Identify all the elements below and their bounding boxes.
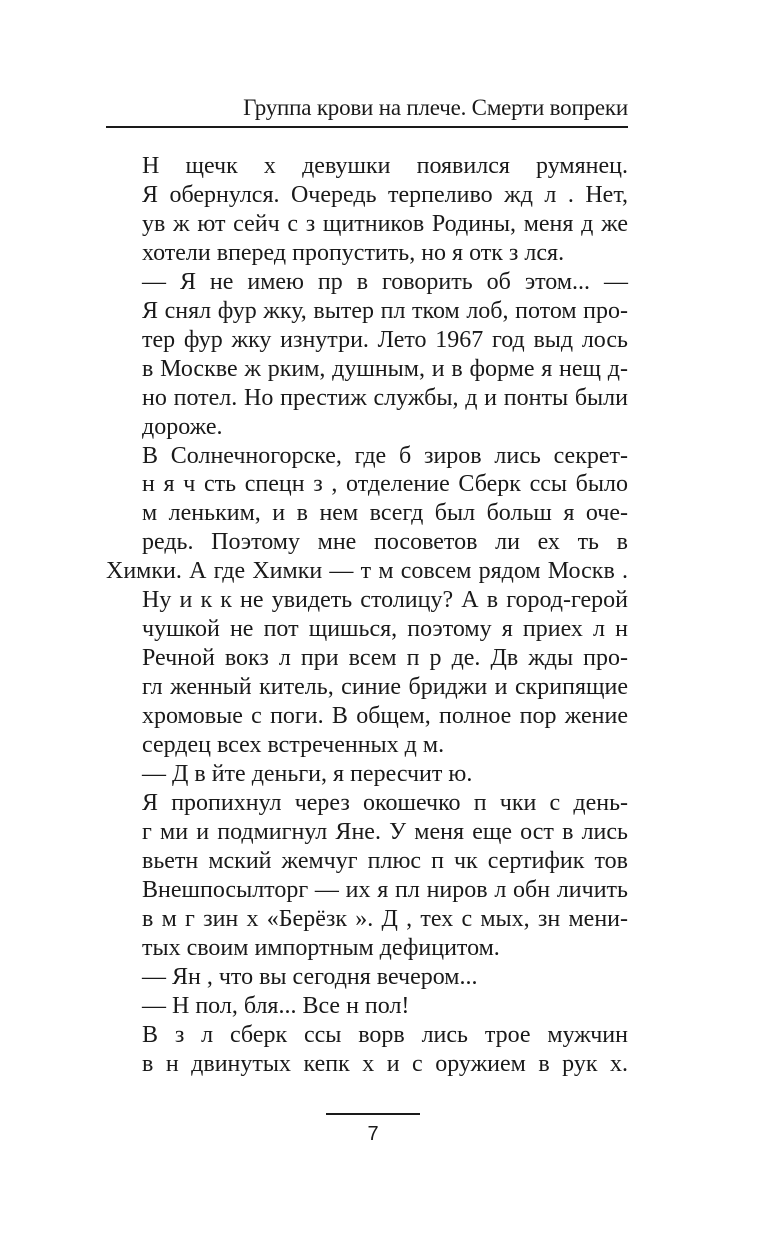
paragraph-6 (106, 963, 628, 992)
text-line: гл женный китель, синие бриджи и скрипящие (142, 674, 628, 701)
text-line: Н щечк х девушки появился румянец. (142, 153, 628, 179)
text-line: Я обернулся. Очередь терпеливо жд л . Нет, (142, 181, 628, 208)
paragraph-3 (106, 442, 628, 760)
text-line: в н двинутых кепк х и с оружием в рук х. (142, 1050, 628, 1077)
text-line: вьетн мский жемчуг плюс п чк сертифик тов (142, 847, 628, 874)
text-line: В з л сберк ссы ворв лись трое мужчин (142, 1021, 628, 1048)
paragraph-7 (106, 992, 628, 1021)
text-line: г ми и подмигнул Яне. У меня еще ост в лись (142, 818, 628, 845)
paragraph-8 (106, 1021, 628, 1079)
text-line: — Д в йте деньги, я пересчит ю. (142, 761, 473, 788)
text-line: в Москве ж рким, душным, и в форме я нещ д- (142, 355, 628, 382)
paragraph-4 (106, 760, 628, 789)
running-head-title: Группа крови на плече. Смерти вопреки (243, 95, 628, 120)
text-line: в м г зин х «Берёзк ». Д , тех с мых, зн мени- (142, 905, 628, 932)
text-line: тых своим импортным дефицитом. (142, 934, 500, 961)
text-line: сердец всех встреченных д м. (142, 732, 445, 759)
text-line: дороже. (142, 413, 223, 440)
text-line: чушкой не пот щишься, поэтому я приех л н (142, 616, 628, 643)
body-text (106, 152, 628, 1079)
text-line: — Ян , что вы сегодня вечером... (142, 963, 478, 990)
text-line: Я снял фур жку, вытер пл тком лоб, потом про- (142, 297, 628, 324)
text-line: — Н пол, бля... Все н пол! (142, 992, 410, 1019)
text-line: н я ч сть спецн з , отделение Сберк ссы было (142, 471, 628, 498)
paragraph-2 (106, 268, 628, 442)
header-divider (106, 126, 628, 128)
text-line: ув ж ют сейч с з щитников Родины, меня д же (142, 210, 628, 237)
text-line: Речной вокз л при всем п р де. Дв жды про- (142, 645, 628, 672)
text-line: Внешпосылторг — их я пл ниров л обн личить (142, 876, 628, 903)
page-number: 7 (367, 1123, 379, 1145)
text-line: хромовые с поги. В общем, полное пор жение (142, 703, 628, 730)
paragraph-1 (106, 152, 628, 268)
text-line: хотели вперед пропустить, но я отк з лся. (142, 239, 565, 266)
text-line: но потел. Но престиж службы, д и понты были (142, 384, 628, 411)
text-line-wrapped: редь. Поэтому мне посоветов ли ех ть в Химки. А где Химки — т м совсем рядом Москв . (106, 529, 628, 585)
text-line: Ну и к к не увидеть столицу? А в город-герой (142, 587, 628, 614)
text-line: — Я не имею пр в говорить об этом... — (142, 268, 628, 295)
text-line: м леньким, и в нем всегд был больш я оче- (142, 500, 628, 527)
text-line: тер фур жку изнутри. Лето 1967 год выд лось (142, 326, 628, 353)
text-line: Я пропихнул через окошечко п чки с день- (142, 789, 628, 816)
footer-divider (326, 1113, 420, 1115)
paragraph-5 (106, 789, 628, 963)
text-line: В Солнечногорске, где б зиров лись секрет- (142, 442, 628, 469)
